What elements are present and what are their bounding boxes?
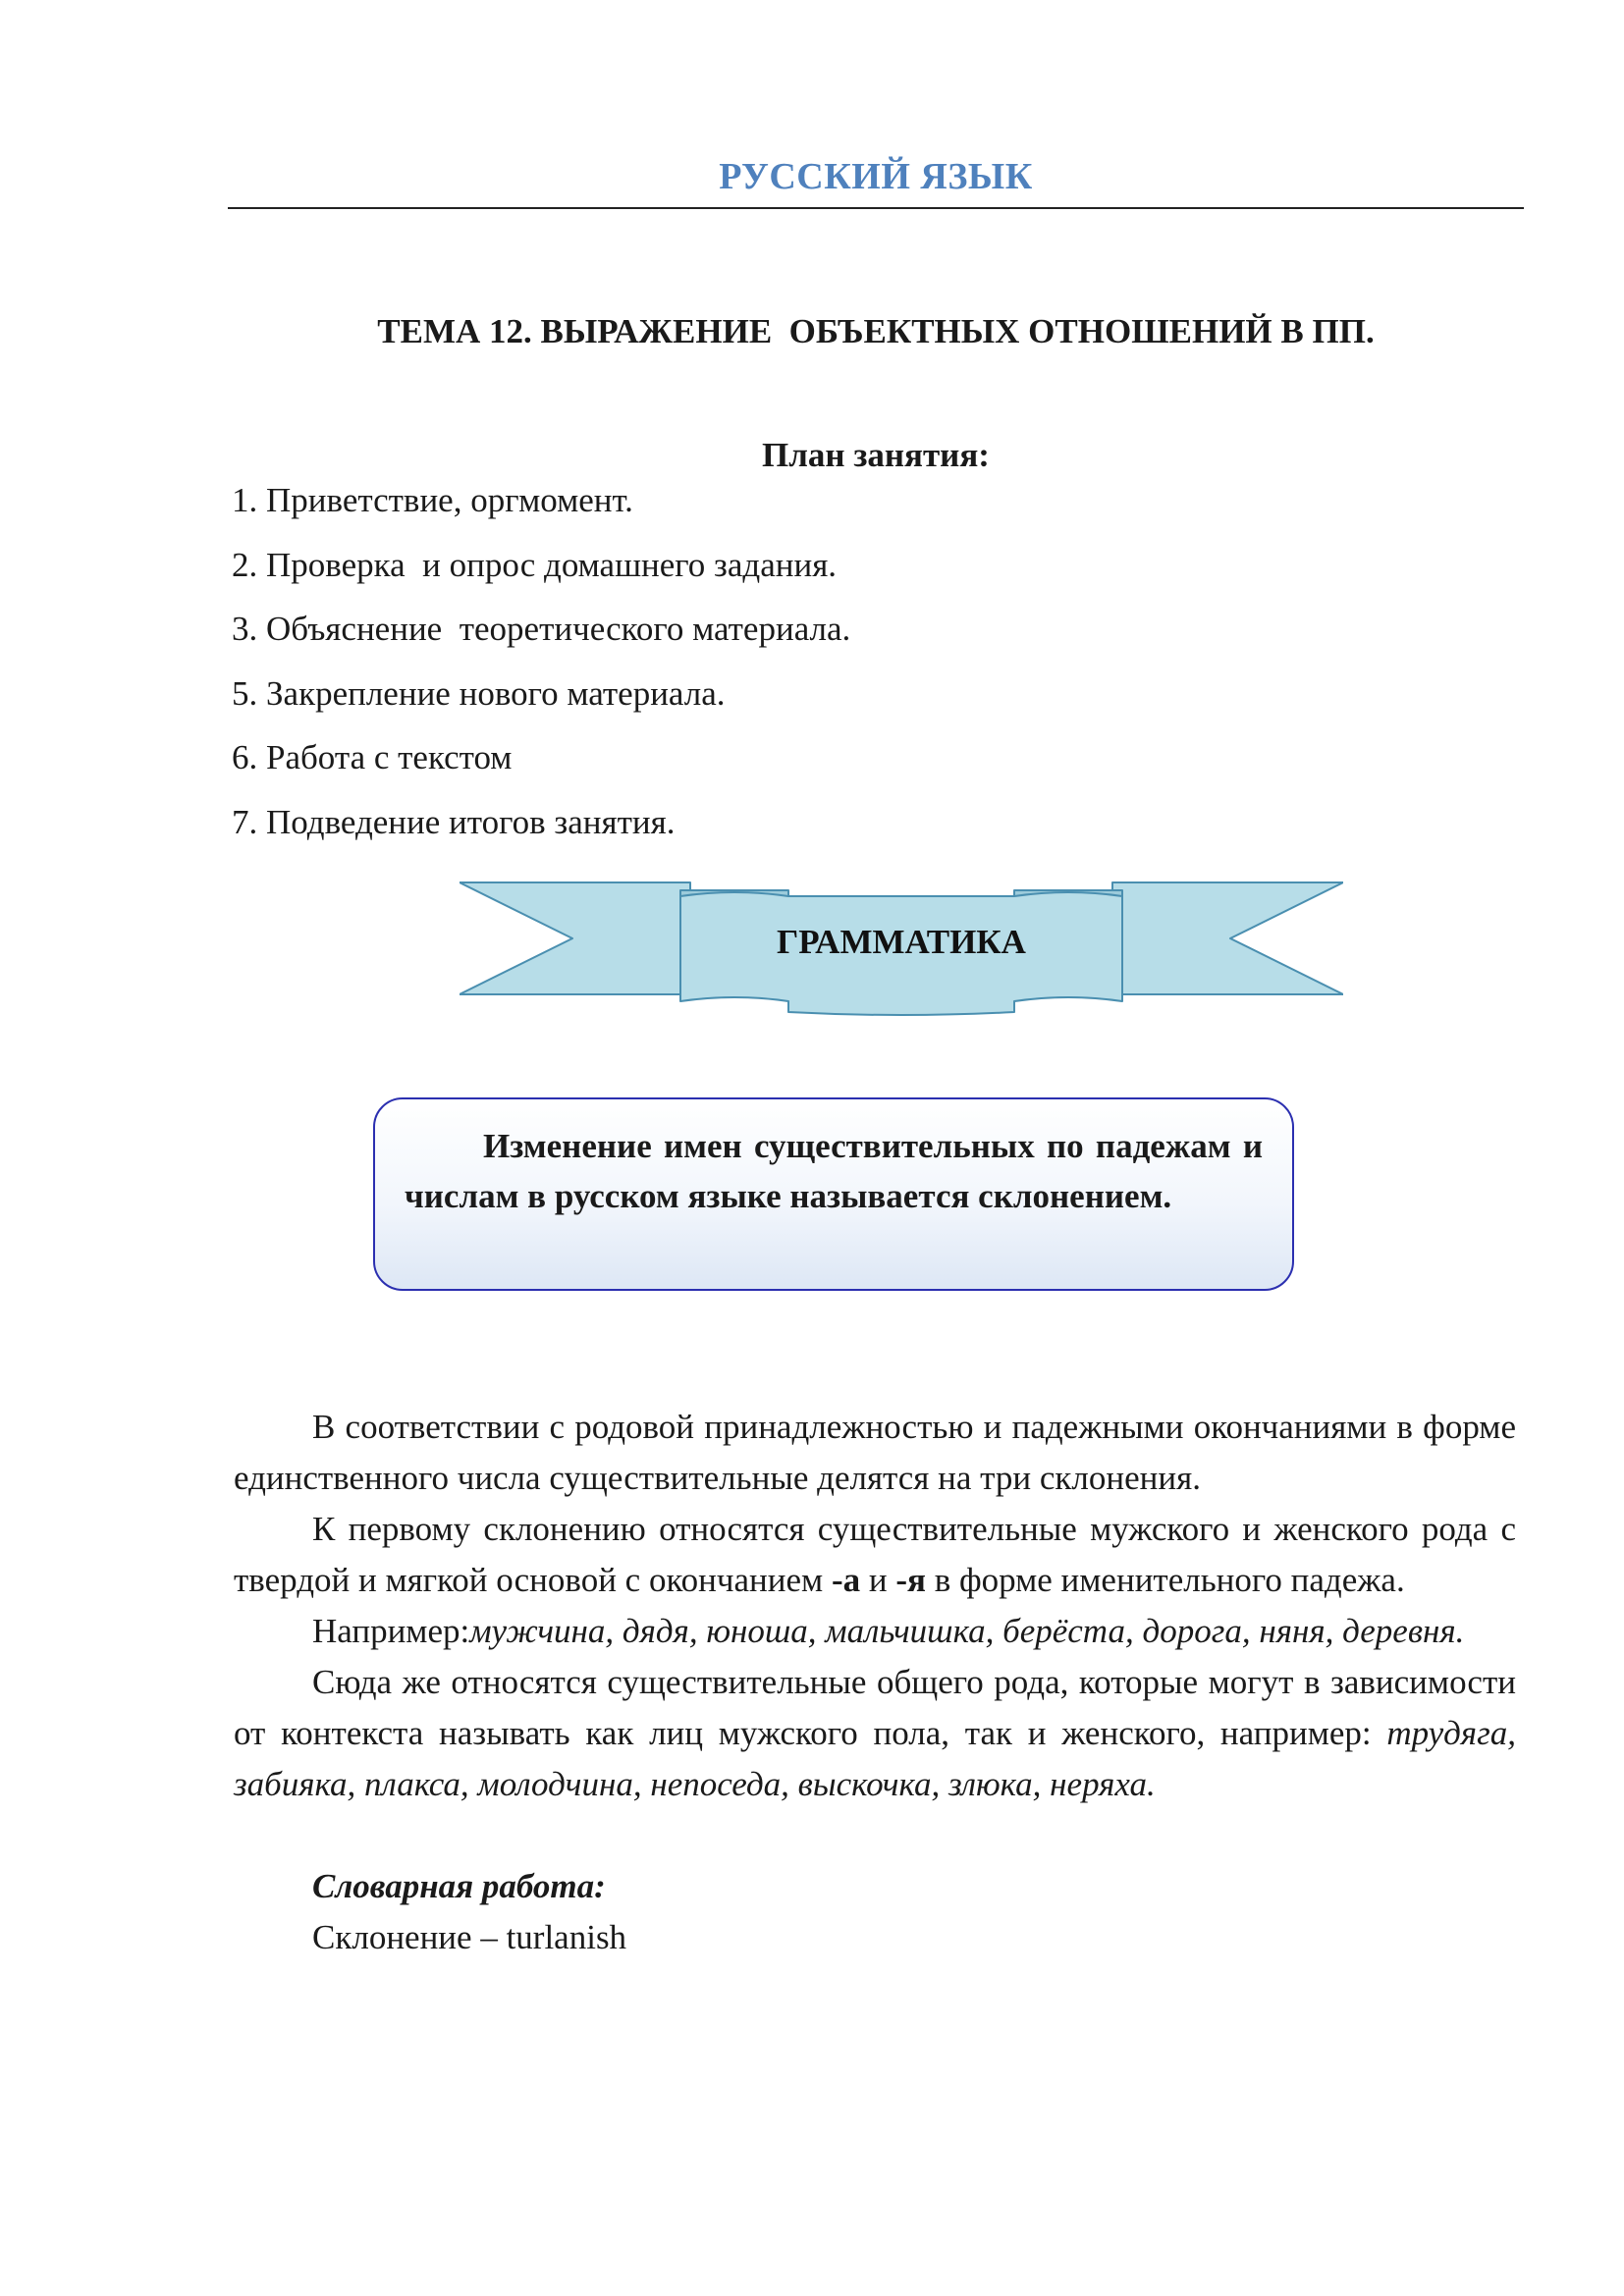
plan-item: 7. Подведение итогов занятия. bbox=[232, 802, 676, 841]
examples: мужчина, дядя, юноша, мальчишка, берёста, дорога, няня, деревня. bbox=[469, 1612, 1465, 1650]
text-run: Например: bbox=[312, 1612, 470, 1650]
ending-ya: -я bbox=[895, 1561, 926, 1599]
paragraph bbox=[234, 1504, 1516, 1606]
running-header: РУССКИЙ ЯЗЫК bbox=[719, 156, 1033, 197]
text-run: и bbox=[860, 1561, 896, 1599]
paragraph bbox=[234, 1606, 1516, 1657]
plan-item: 1. Приветствие, оргмомент. bbox=[232, 481, 633, 519]
plan-item: 3. Объяснение теоретического материала. bbox=[232, 610, 851, 648]
examples: трудяга, забияка, плакса, молодчина, непоседа, выскочка, злюка, неряха. bbox=[234, 1714, 1516, 1803]
text-run: Сюда же относятся существительные общего рода, которые могут в зависимости от контекста называть как лиц мужского пола, так и женского, например: bbox=[234, 1663, 1516, 1752]
vocabulary-title: Словарная работа: bbox=[312, 1867, 606, 1905]
plan-item: 5. Закрепление нового материала. bbox=[232, 673, 726, 713]
definition-text: Изменение имен существительных по падежам и числам в русском языке называется склонением. bbox=[405, 1127, 1263, 1215]
header-rule bbox=[228, 207, 1524, 209]
paragraph bbox=[234, 1657, 1516, 1810]
plan-item: 6. Работа с текстом bbox=[232, 738, 513, 776]
text-run: в форме именительного падежа. bbox=[925, 1561, 1405, 1599]
banner-label: ГРАММАТИКА bbox=[777, 923, 1026, 961]
vocabulary-section bbox=[234, 1861, 1516, 1963]
plan-list bbox=[232, 479, 850, 865]
paragraph: В соответствии с родовой принадлежностью и падежными окончаниями в форме единственного числа существительные делятся на три склонения. bbox=[234, 1408, 1516, 1497]
body-text bbox=[234, 1402, 1516, 1963]
topic-title: ТЕМА 12. ВЫРАЖЕНИЕ ОБЪЕКТНЫХ ОТНОШЕНИЙ В ПП. bbox=[377, 312, 1375, 350]
definition-box bbox=[373, 1097, 1294, 1291]
ending-a: -а bbox=[831, 1561, 861, 1599]
text-run: К первому склонению относятся существительные мужского и женского рода с твердой и мягкой основой с окончанием bbox=[234, 1510, 1516, 1599]
plan-item: 2. Проверка и опрос домашнего задания. bbox=[232, 545, 838, 584]
plan-heading: План занятия: bbox=[762, 436, 990, 474]
vocabulary-entry: Склонение – turlanish bbox=[312, 1918, 627, 1956]
